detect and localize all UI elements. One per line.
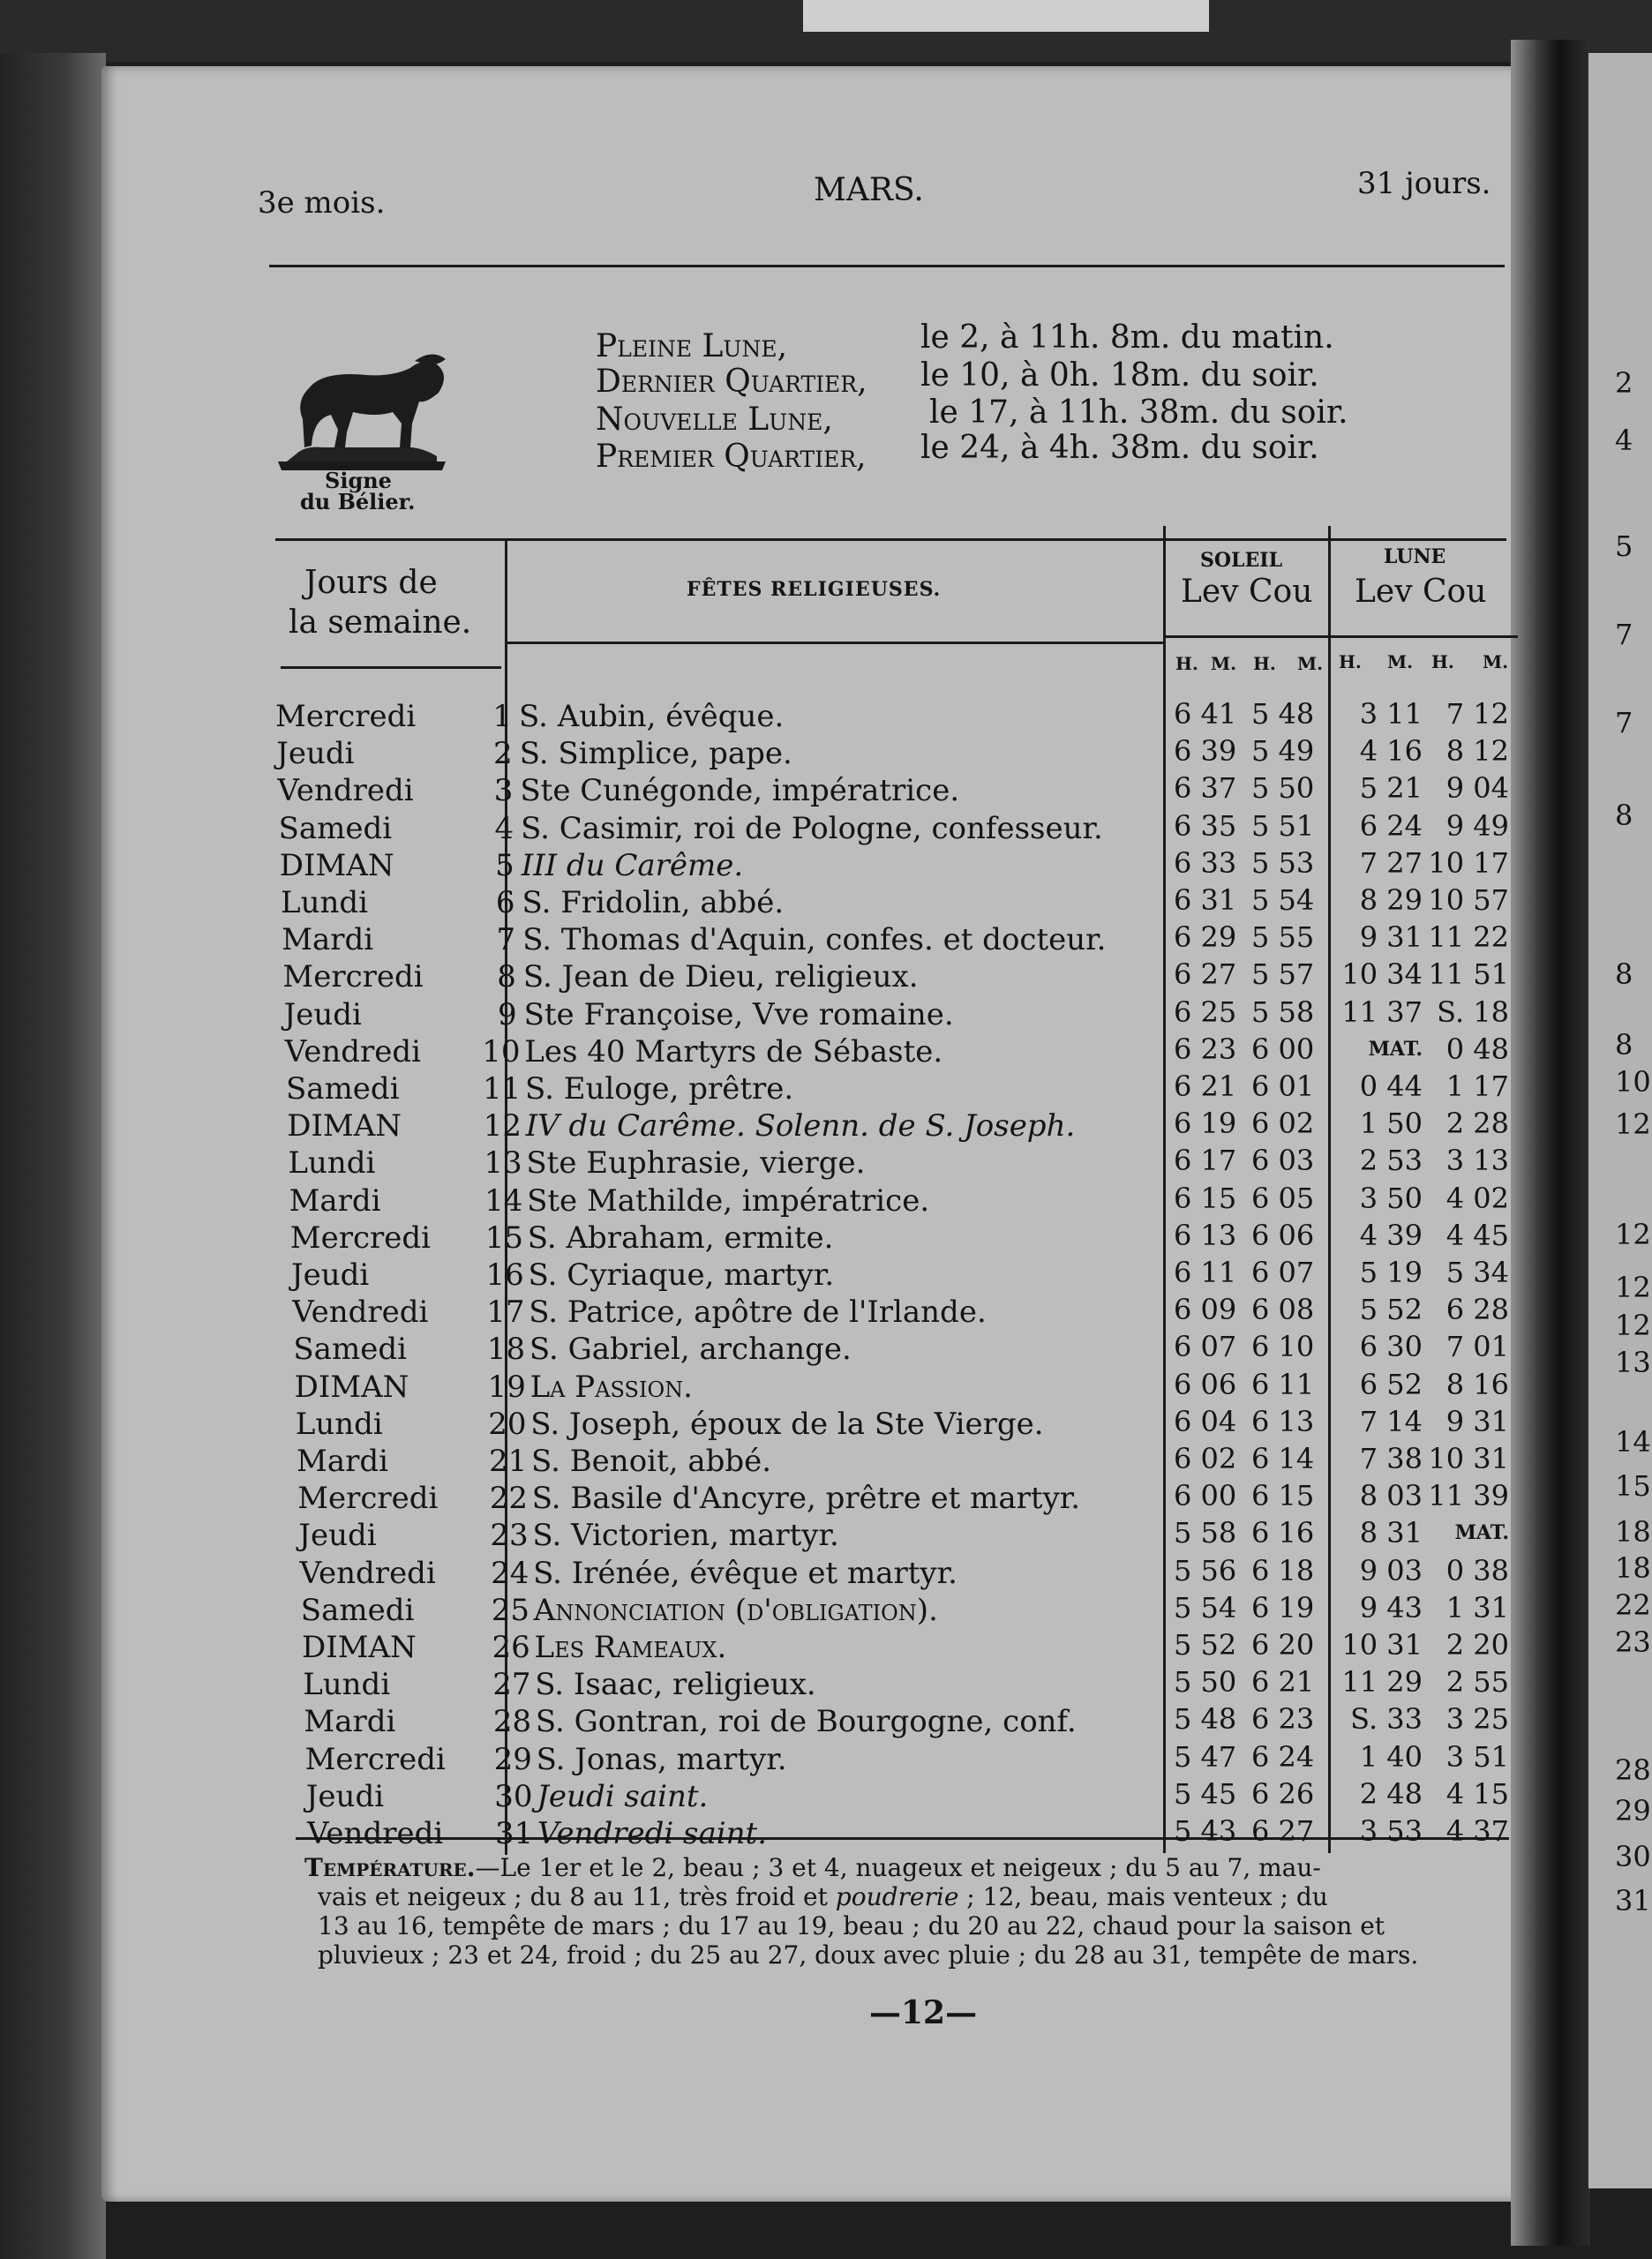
facing-page-number: 14 xyxy=(1615,1425,1651,1459)
row-day: Vendredi xyxy=(292,1295,429,1330)
facing-page-number: 28 xyxy=(1615,1753,1651,1787)
row-sun-rise: 5 45 xyxy=(1174,1777,1237,1811)
facing-page-number: 18 xyxy=(1615,1515,1651,1549)
row-day: DIMAN xyxy=(279,848,394,883)
row-day: Mercredi xyxy=(289,1220,432,1256)
row-sun-rise: 6 04 xyxy=(1174,1405,1237,1438)
row-sun-rise: 6 21 xyxy=(1174,1069,1237,1103)
facing-page-number: 22 xyxy=(1615,1588,1651,1622)
row-day: Lundi xyxy=(281,885,369,920)
row-day: Jeudi xyxy=(298,1518,377,1553)
hm-sun-lev-h: H. xyxy=(1175,653,1198,674)
row-day: Samedi xyxy=(278,811,393,846)
row-moon-set: 9 04 xyxy=(1446,771,1509,805)
row-moon-rise: 1 50 xyxy=(1359,1107,1423,1140)
temperature-line-1: Température.—Le 1er et le 2, beau ; 3 et 4, nuageux et neigeux ; du 5 au 7, mau- xyxy=(304,1853,1321,1882)
row-sun-set: 5 50 xyxy=(1251,771,1315,805)
row-date: 31 xyxy=(495,1816,534,1851)
row-sun-set: 6 00 xyxy=(1251,1032,1315,1066)
row-moon-rise: 2 48 xyxy=(1359,1777,1423,1811)
phase-name-2: Dernier Quartier, xyxy=(596,364,867,400)
row-fete: S. Joseph, époux de la Ste Vierge. xyxy=(530,1407,1044,1442)
row-fete: Ste Françoise, Vve romaine. xyxy=(523,997,954,1032)
row-sun-rise: 6 29 xyxy=(1174,920,1237,954)
column-divider-fetes xyxy=(1163,526,1166,1853)
row-moon-rise: 10 34 xyxy=(1341,957,1423,991)
row-sun-set: 6 15 xyxy=(1251,1479,1315,1512)
ram-sign-icon xyxy=(269,349,454,472)
row-sun-set: 6 01 xyxy=(1251,1069,1315,1103)
row-moon-rise: 2 53 xyxy=(1359,1144,1423,1177)
row-sun-rise: 5 50 xyxy=(1174,1665,1237,1699)
row-moon-rise: 9 03 xyxy=(1359,1554,1423,1587)
row-sun-set: 5 57 xyxy=(1251,957,1315,991)
temperature-label: Température. xyxy=(304,1853,476,1882)
hm-sun-cou-h: H. xyxy=(1253,653,1276,674)
row-moon-set: 11 22 xyxy=(1428,920,1509,954)
row-moon-rise: 9 31 xyxy=(1359,920,1423,954)
soleil-head: SOLEIL xyxy=(1200,549,1283,572)
row-moon-rise: 11 37 xyxy=(1341,995,1423,1029)
row-fete: S. Euloge, prêtre. xyxy=(525,1071,794,1107)
row-moon-rise: MAT. xyxy=(1368,1038,1423,1061)
row-moon-rise: 4 39 xyxy=(1359,1219,1423,1252)
row-fete: IV du Carême. Solenn. de S. Joseph. xyxy=(525,1108,1076,1144)
row-sun-rise: 6 11 xyxy=(1174,1256,1237,1289)
row-sun-set: 5 49 xyxy=(1251,734,1315,768)
row-moon-set: 4 02 xyxy=(1446,1182,1509,1215)
soleil-subhead: Lev Cou xyxy=(1181,574,1313,610)
row-moon-set: 9 49 xyxy=(1446,809,1509,843)
phase-name-3: Nouvelle Lune, xyxy=(596,402,833,438)
row-moon-rise: 0 44 xyxy=(1359,1069,1423,1103)
row-day: Vendredi xyxy=(299,1556,436,1591)
row-fete: S. Abraham, ermite. xyxy=(527,1220,834,1256)
book-edge xyxy=(0,53,106,2259)
row-moon-set: 9 31 xyxy=(1446,1405,1509,1438)
fetes-head-rule xyxy=(507,642,1165,644)
row-moon-set: 8 16 xyxy=(1446,1368,1509,1401)
row-sun-set: 6 16 xyxy=(1251,1516,1315,1550)
hm-moon-lev-h: H. xyxy=(1339,651,1362,672)
row-sun-rise: 6 41 xyxy=(1174,697,1237,731)
row-fete: S. Fridolin, abbé. xyxy=(522,885,785,920)
row-sun-set: 6 13 xyxy=(1251,1405,1315,1438)
row-fete: S. Patrice, apôtre de l'Irlande. xyxy=(529,1295,987,1330)
row-date: 21 xyxy=(489,1444,528,1479)
row-date: 23 xyxy=(490,1518,529,1553)
sign-caption-2: du Bélier. xyxy=(300,489,416,514)
temperature-line-2: vais et neigeux ; du 8 au 11, très froid et poudrerie ; 12, beau, mais venteux ; du xyxy=(318,1882,1328,1911)
row-fete: S. Irénée, évêque et martyr. xyxy=(533,1556,957,1591)
row-moon-set: 10 57 xyxy=(1428,883,1509,917)
row-day: DIMAN xyxy=(287,1108,402,1144)
row-moon-rise: 3 50 xyxy=(1359,1182,1423,1215)
row-day: Vendredi xyxy=(307,1816,444,1851)
row-date: 14 xyxy=(484,1183,523,1219)
row-sun-set: 6 14 xyxy=(1251,1442,1315,1475)
row-fete: Ste Cunégonde, impératrice. xyxy=(520,773,960,808)
facing-page-number: 18 xyxy=(1615,1551,1651,1585)
row-moon-rise: 10 31 xyxy=(1341,1628,1423,1662)
row-sun-rise: 5 56 xyxy=(1174,1554,1237,1587)
row-date: 28 xyxy=(492,1704,532,1739)
row-day: DIMAN xyxy=(302,1630,417,1665)
row-sun-rise: 6 37 xyxy=(1174,771,1237,805)
row-date: 4 xyxy=(494,811,514,846)
days-head-rule xyxy=(281,666,501,669)
row-sun-set: 6 20 xyxy=(1251,1628,1315,1662)
row-date: 26 xyxy=(492,1630,530,1665)
facing-page-number: 31 xyxy=(1615,1884,1651,1918)
row-fete: S. Jonas, martyr. xyxy=(536,1742,787,1777)
row-sun-rise: 6 06 xyxy=(1174,1368,1237,1401)
row-moon-rise: 5 19 xyxy=(1359,1256,1423,1289)
paper-strip xyxy=(803,0,1209,32)
facing-page-number: 4 xyxy=(1615,424,1633,457)
row-sun-set: 6 06 xyxy=(1251,1219,1315,1252)
lune-subhead: Lev Cou xyxy=(1355,574,1487,610)
hm-sun-cou-m: M. xyxy=(1297,653,1324,674)
facing-page-number: 12 xyxy=(1615,1309,1651,1342)
row-sun-set: 5 54 xyxy=(1251,883,1315,917)
row-day: Mardi xyxy=(289,1183,381,1219)
days-head-2: la semaine. xyxy=(289,604,472,641)
row-fete: La Passion. xyxy=(529,1370,693,1405)
row-moon-set: 1 17 xyxy=(1446,1069,1509,1103)
row-sun-set: 5 48 xyxy=(1251,697,1315,731)
row-moon-set: 6 28 xyxy=(1446,1293,1509,1326)
row-fete: S. Simplice, pape. xyxy=(519,736,792,771)
row-fete: Annonciation (d'obligation). xyxy=(533,1593,938,1628)
row-moon-set: 3 25 xyxy=(1446,1702,1509,1736)
facing-page-number: 12 xyxy=(1615,1271,1651,1304)
row-day: Mercredi xyxy=(275,699,417,734)
row-moon-rise: 5 52 xyxy=(1359,1293,1423,1326)
days-head-1: Jours de xyxy=(304,565,438,601)
row-fete: Ste Euphrasie, vierge. xyxy=(526,1145,866,1181)
row-fete: S. Jean de Dieu, religieux. xyxy=(522,959,919,994)
row-day: Mardi xyxy=(282,922,374,957)
row-date: 22 xyxy=(489,1481,528,1516)
row-date: 10 xyxy=(482,1034,521,1069)
row-date: 2 xyxy=(493,736,513,771)
row-fete: S. Thomas d'Aquin, confes. et docteur. xyxy=(522,922,1107,957)
row-moon-set: 10 17 xyxy=(1428,846,1509,880)
row-sun-rise: 5 52 xyxy=(1174,1628,1237,1662)
row-moon-set: MAT. xyxy=(1454,1521,1509,1544)
row-day: Mercredi xyxy=(304,1742,446,1777)
row-sun-set: 6 08 xyxy=(1251,1293,1315,1326)
row-moon-rise: 9 43 xyxy=(1359,1591,1423,1625)
row-fete: III du Carême. xyxy=(521,848,744,883)
row-fete: S. Cyriaque, martyr. xyxy=(528,1257,835,1293)
days-count: 31 jours. xyxy=(1357,166,1491,201)
row-fete: S. Isaac, religieux. xyxy=(535,1667,816,1702)
facing-page-number: 12 xyxy=(1615,1218,1651,1251)
month-number: 3e mois. xyxy=(258,185,386,221)
row-moon-set: 2 20 xyxy=(1446,1628,1509,1662)
row-date: 1 xyxy=(492,699,512,734)
row-date: 5 xyxy=(495,848,514,883)
row-day: Mercredi xyxy=(282,959,424,994)
phase-when-1: le 2, à 11h. 8m. du matin. xyxy=(920,319,1334,356)
row-sun-set: 5 55 xyxy=(1251,920,1315,954)
book-gutter xyxy=(1511,40,1590,2246)
row-sun-set: 6 10 xyxy=(1251,1330,1315,1363)
sign-caption-1: Signe xyxy=(325,468,392,493)
phase-name-1: Pleine Lune, xyxy=(596,328,788,364)
row-date: 16 xyxy=(485,1257,524,1293)
row-day: Mardi xyxy=(297,1444,388,1479)
row-fete: S. Victorien, martyr. xyxy=(532,1518,839,1553)
row-date: 30 xyxy=(494,1779,533,1814)
row-sun-rise: 6 31 xyxy=(1174,883,1237,917)
row-sun-rise: 6 00 xyxy=(1174,1479,1237,1512)
facing-page-number: 12 xyxy=(1615,1107,1651,1141)
row-sun-rise: 6 09 xyxy=(1174,1293,1237,1326)
row-moon-set: 8 12 xyxy=(1446,734,1509,768)
row-moon-set: S. 18 xyxy=(1437,995,1509,1029)
row-sun-set: 6 26 xyxy=(1251,1777,1315,1811)
row-sun-rise: 6 27 xyxy=(1174,957,1237,991)
row-moon-set: 2 55 xyxy=(1446,1665,1509,1699)
lune-head: LUNE xyxy=(1384,545,1446,568)
row-day: DIMAN xyxy=(294,1370,409,1405)
row-moon-rise: S. 33 xyxy=(1350,1702,1423,1736)
row-date: 13 xyxy=(484,1145,522,1181)
row-fete: S. Benoit, abbé. xyxy=(531,1444,772,1479)
facing-page-number: 2 xyxy=(1615,366,1633,400)
row-day: Vendredi xyxy=(284,1034,422,1069)
facing-page-number: 13 xyxy=(1615,1346,1651,1379)
table-top-rule xyxy=(275,538,1506,541)
facing-page-number: 23 xyxy=(1615,1625,1651,1659)
facing-page-number: 8 xyxy=(1615,1028,1633,1062)
row-fete: Jeudi saint. xyxy=(537,1779,709,1814)
row-sun-rise: 6 35 xyxy=(1174,809,1237,843)
row-sun-set: 6 19 xyxy=(1251,1591,1315,1625)
temperature-line-4: pluvieux ; 23 et 24, froid ; du 25 au 27, doux avec pluie ; du 28 au 31, tempête de mars. xyxy=(318,1940,1419,1970)
row-fete: Les Rameaux. xyxy=(534,1630,727,1665)
facing-page-number: 15 xyxy=(1615,1469,1651,1503)
row-sun-rise: 6 39 xyxy=(1174,734,1237,768)
row-date: 27 xyxy=(492,1667,531,1702)
phase-when-2: le 10, à 0h. 18m. du soir. xyxy=(920,357,1319,394)
row-fete: S. Casimir, roi de Pologne, confesseur. xyxy=(521,811,1103,846)
row-date: 3 xyxy=(493,773,514,808)
row-sun-set: 5 51 xyxy=(1251,809,1315,843)
table-bottom-rule xyxy=(296,1837,1509,1840)
row-date: 7 xyxy=(496,922,516,957)
row-moon-rise: 8 31 xyxy=(1359,1516,1423,1550)
row-day: Vendredi xyxy=(277,773,414,808)
phase-name-4: Premier Quartier, xyxy=(596,439,867,475)
row-date: 17 xyxy=(486,1295,525,1330)
temperature-line-3: 13 au 16, tempête de mars ; du 17 au 19, beau ; du 20 au 22, chaud pour la saison et xyxy=(318,1911,1385,1940)
row-sun-set: 6 21 xyxy=(1251,1665,1315,1699)
row-sun-rise: 6 33 xyxy=(1174,846,1237,880)
row-moon-set: 11 39 xyxy=(1428,1479,1509,1512)
row-moon-rise: 7 14 xyxy=(1359,1405,1423,1438)
row-fete: Ste Mathilde, impératrice. xyxy=(527,1183,930,1219)
row-sun-rise: 6 19 xyxy=(1174,1107,1237,1140)
row-day: Jeudi xyxy=(283,997,362,1032)
hm-moon-cou-m: M. xyxy=(1483,651,1509,672)
row-date: 11 xyxy=(483,1071,522,1107)
row-sun-set: 6 24 xyxy=(1251,1740,1315,1774)
column-divider-sun xyxy=(1328,526,1331,1853)
fetes-head: FÊTES RELIGIEUSES. xyxy=(687,578,942,601)
row-day: Jeudi xyxy=(291,1257,370,1293)
row-sun-set: 6 23 xyxy=(1251,1702,1315,1736)
row-date: 20 xyxy=(488,1407,527,1442)
row-day: Samedi xyxy=(286,1071,400,1107)
row-date: 8 xyxy=(497,959,516,994)
row-sun-set: 6 11 xyxy=(1251,1368,1315,1401)
row-sun-rise: 5 47 xyxy=(1174,1740,1237,1774)
row-sun-rise: 5 48 xyxy=(1174,1702,1237,1736)
row-sun-set: 6 07 xyxy=(1251,1256,1315,1289)
row-moon-rise: 3 53 xyxy=(1359,1814,1423,1848)
facing-page-number: 7 xyxy=(1615,706,1633,739)
row-moon-rise: 7 27 xyxy=(1359,846,1423,880)
row-fete: S. Basile d'Ancyre, prêtre et martyr. xyxy=(531,1481,1081,1516)
hm-moon-lev-m: M. xyxy=(1387,651,1414,672)
row-day: Lundi xyxy=(303,1667,391,1702)
row-sun-rise: 6 23 xyxy=(1174,1032,1237,1066)
row-moon-set: 7 12 xyxy=(1446,697,1509,731)
row-sun-set: 5 58 xyxy=(1251,995,1315,1029)
row-moon-rise: 4 16 xyxy=(1359,734,1423,768)
row-fete: S. Gontran, roi de Bourgogne, conf. xyxy=(535,1704,1077,1739)
facing-page-number: 5 xyxy=(1615,529,1633,563)
month-title: MARS. xyxy=(814,172,924,208)
row-moon-rise: 6 30 xyxy=(1359,1330,1423,1363)
times-head-rule xyxy=(1165,635,1518,638)
page-number: —12— xyxy=(869,1994,978,2031)
hm-sun-lev-m: M. xyxy=(1211,653,1237,674)
row-moon-set: 2 28 xyxy=(1446,1107,1509,1140)
row-moon-rise: 8 29 xyxy=(1359,883,1423,917)
row-sun-set: 6 27 xyxy=(1251,1814,1315,1848)
row-fete: Vendredi saint. xyxy=(537,1816,767,1851)
row-sun-rise: 6 13 xyxy=(1174,1219,1237,1252)
row-moon-rise: 11 29 xyxy=(1341,1665,1423,1699)
row-moon-set: 5 34 xyxy=(1446,1256,1509,1289)
row-day: Samedi xyxy=(293,1332,407,1367)
row-day: Samedi xyxy=(300,1593,415,1628)
row-date: 19 xyxy=(487,1370,526,1405)
row-moon-set: 4 45 xyxy=(1446,1219,1509,1252)
row-moon-set: 3 13 xyxy=(1446,1144,1509,1177)
facing-page-number: 10 xyxy=(1615,1065,1651,1099)
row-date: 15 xyxy=(484,1220,524,1256)
row-day: Mardi xyxy=(304,1704,396,1739)
facing-page-number: 30 xyxy=(1615,1840,1651,1873)
row-moon-rise: 6 52 xyxy=(1359,1368,1423,1401)
row-moon-set: 10 31 xyxy=(1428,1442,1509,1475)
phase-when-4: le 24, à 4h. 38m. du soir. xyxy=(920,430,1319,466)
phase-when-3: le 17, à 11h. 38m. du soir. xyxy=(929,394,1348,431)
row-day: Jeudi xyxy=(305,1779,385,1814)
row-date: 25 xyxy=(491,1593,530,1628)
row-day: Jeudi xyxy=(276,736,355,771)
row-date: 6 xyxy=(495,885,515,920)
row-sun-rise: 6 25 xyxy=(1174,995,1237,1029)
row-sun-set: 6 18 xyxy=(1251,1554,1315,1587)
row-moon-rise: 3 11 xyxy=(1359,697,1423,731)
row-date: 9 xyxy=(497,997,517,1032)
row-day: Lundi xyxy=(288,1145,376,1181)
row-sun-set: 5 53 xyxy=(1251,846,1315,880)
facing-page-number: 8 xyxy=(1615,957,1633,991)
row-sun-rise: 6 07 xyxy=(1174,1330,1237,1363)
row-sun-set: 6 03 xyxy=(1251,1144,1315,1177)
row-moon-rise: 1 40 xyxy=(1359,1740,1423,1774)
row-moon-set: 1 31 xyxy=(1446,1591,1509,1625)
row-fete: S. Aubin, évêque. xyxy=(519,699,785,734)
row-moon-rise: 5 21 xyxy=(1359,771,1423,805)
row-sun-rise: 5 43 xyxy=(1174,1814,1237,1848)
row-date: 12 xyxy=(483,1108,522,1144)
row-sun-rise: 5 58 xyxy=(1174,1516,1237,1550)
row-moon-set: 0 48 xyxy=(1446,1032,1509,1066)
row-moon-set: 0 38 xyxy=(1446,1554,1509,1587)
row-moon-set: 7 01 xyxy=(1446,1330,1509,1363)
facing-page-number: 8 xyxy=(1615,799,1633,832)
facing-page-number: 29 xyxy=(1615,1794,1651,1827)
row-date: 29 xyxy=(493,1742,532,1777)
row-moon-set: 11 51 xyxy=(1428,957,1509,991)
row-date: 18 xyxy=(486,1332,526,1367)
hm-moon-cou-h: H. xyxy=(1431,651,1454,672)
row-day: Mercredi xyxy=(297,1481,439,1516)
facing-page-number: 7 xyxy=(1615,618,1633,651)
row-sun-rise: 6 02 xyxy=(1174,1442,1237,1475)
row-date: 24 xyxy=(491,1556,529,1591)
row-sun-rise: 6 15 xyxy=(1174,1182,1237,1215)
row-moon-set: 4 15 xyxy=(1446,1777,1509,1811)
row-moon-set: 4 37 xyxy=(1446,1814,1509,1848)
row-day: Lundi xyxy=(295,1407,383,1442)
row-sun-set: 6 05 xyxy=(1251,1182,1315,1215)
row-sun-rise: 6 17 xyxy=(1174,1144,1237,1177)
header-rule xyxy=(269,265,1505,267)
row-fete: S. Gabriel, archange. xyxy=(529,1332,852,1367)
row-moon-set: 3 51 xyxy=(1446,1740,1509,1774)
row-fete: Les 40 Martyrs de Sébaste. xyxy=(524,1034,943,1069)
row-moon-rise: 7 38 xyxy=(1359,1442,1423,1475)
row-sun-rise: 5 54 xyxy=(1174,1591,1237,1625)
row-sun-set: 6 02 xyxy=(1251,1107,1315,1140)
row-moon-rise: 8 03 xyxy=(1359,1479,1423,1512)
row-moon-rise: 6 24 xyxy=(1359,809,1423,843)
